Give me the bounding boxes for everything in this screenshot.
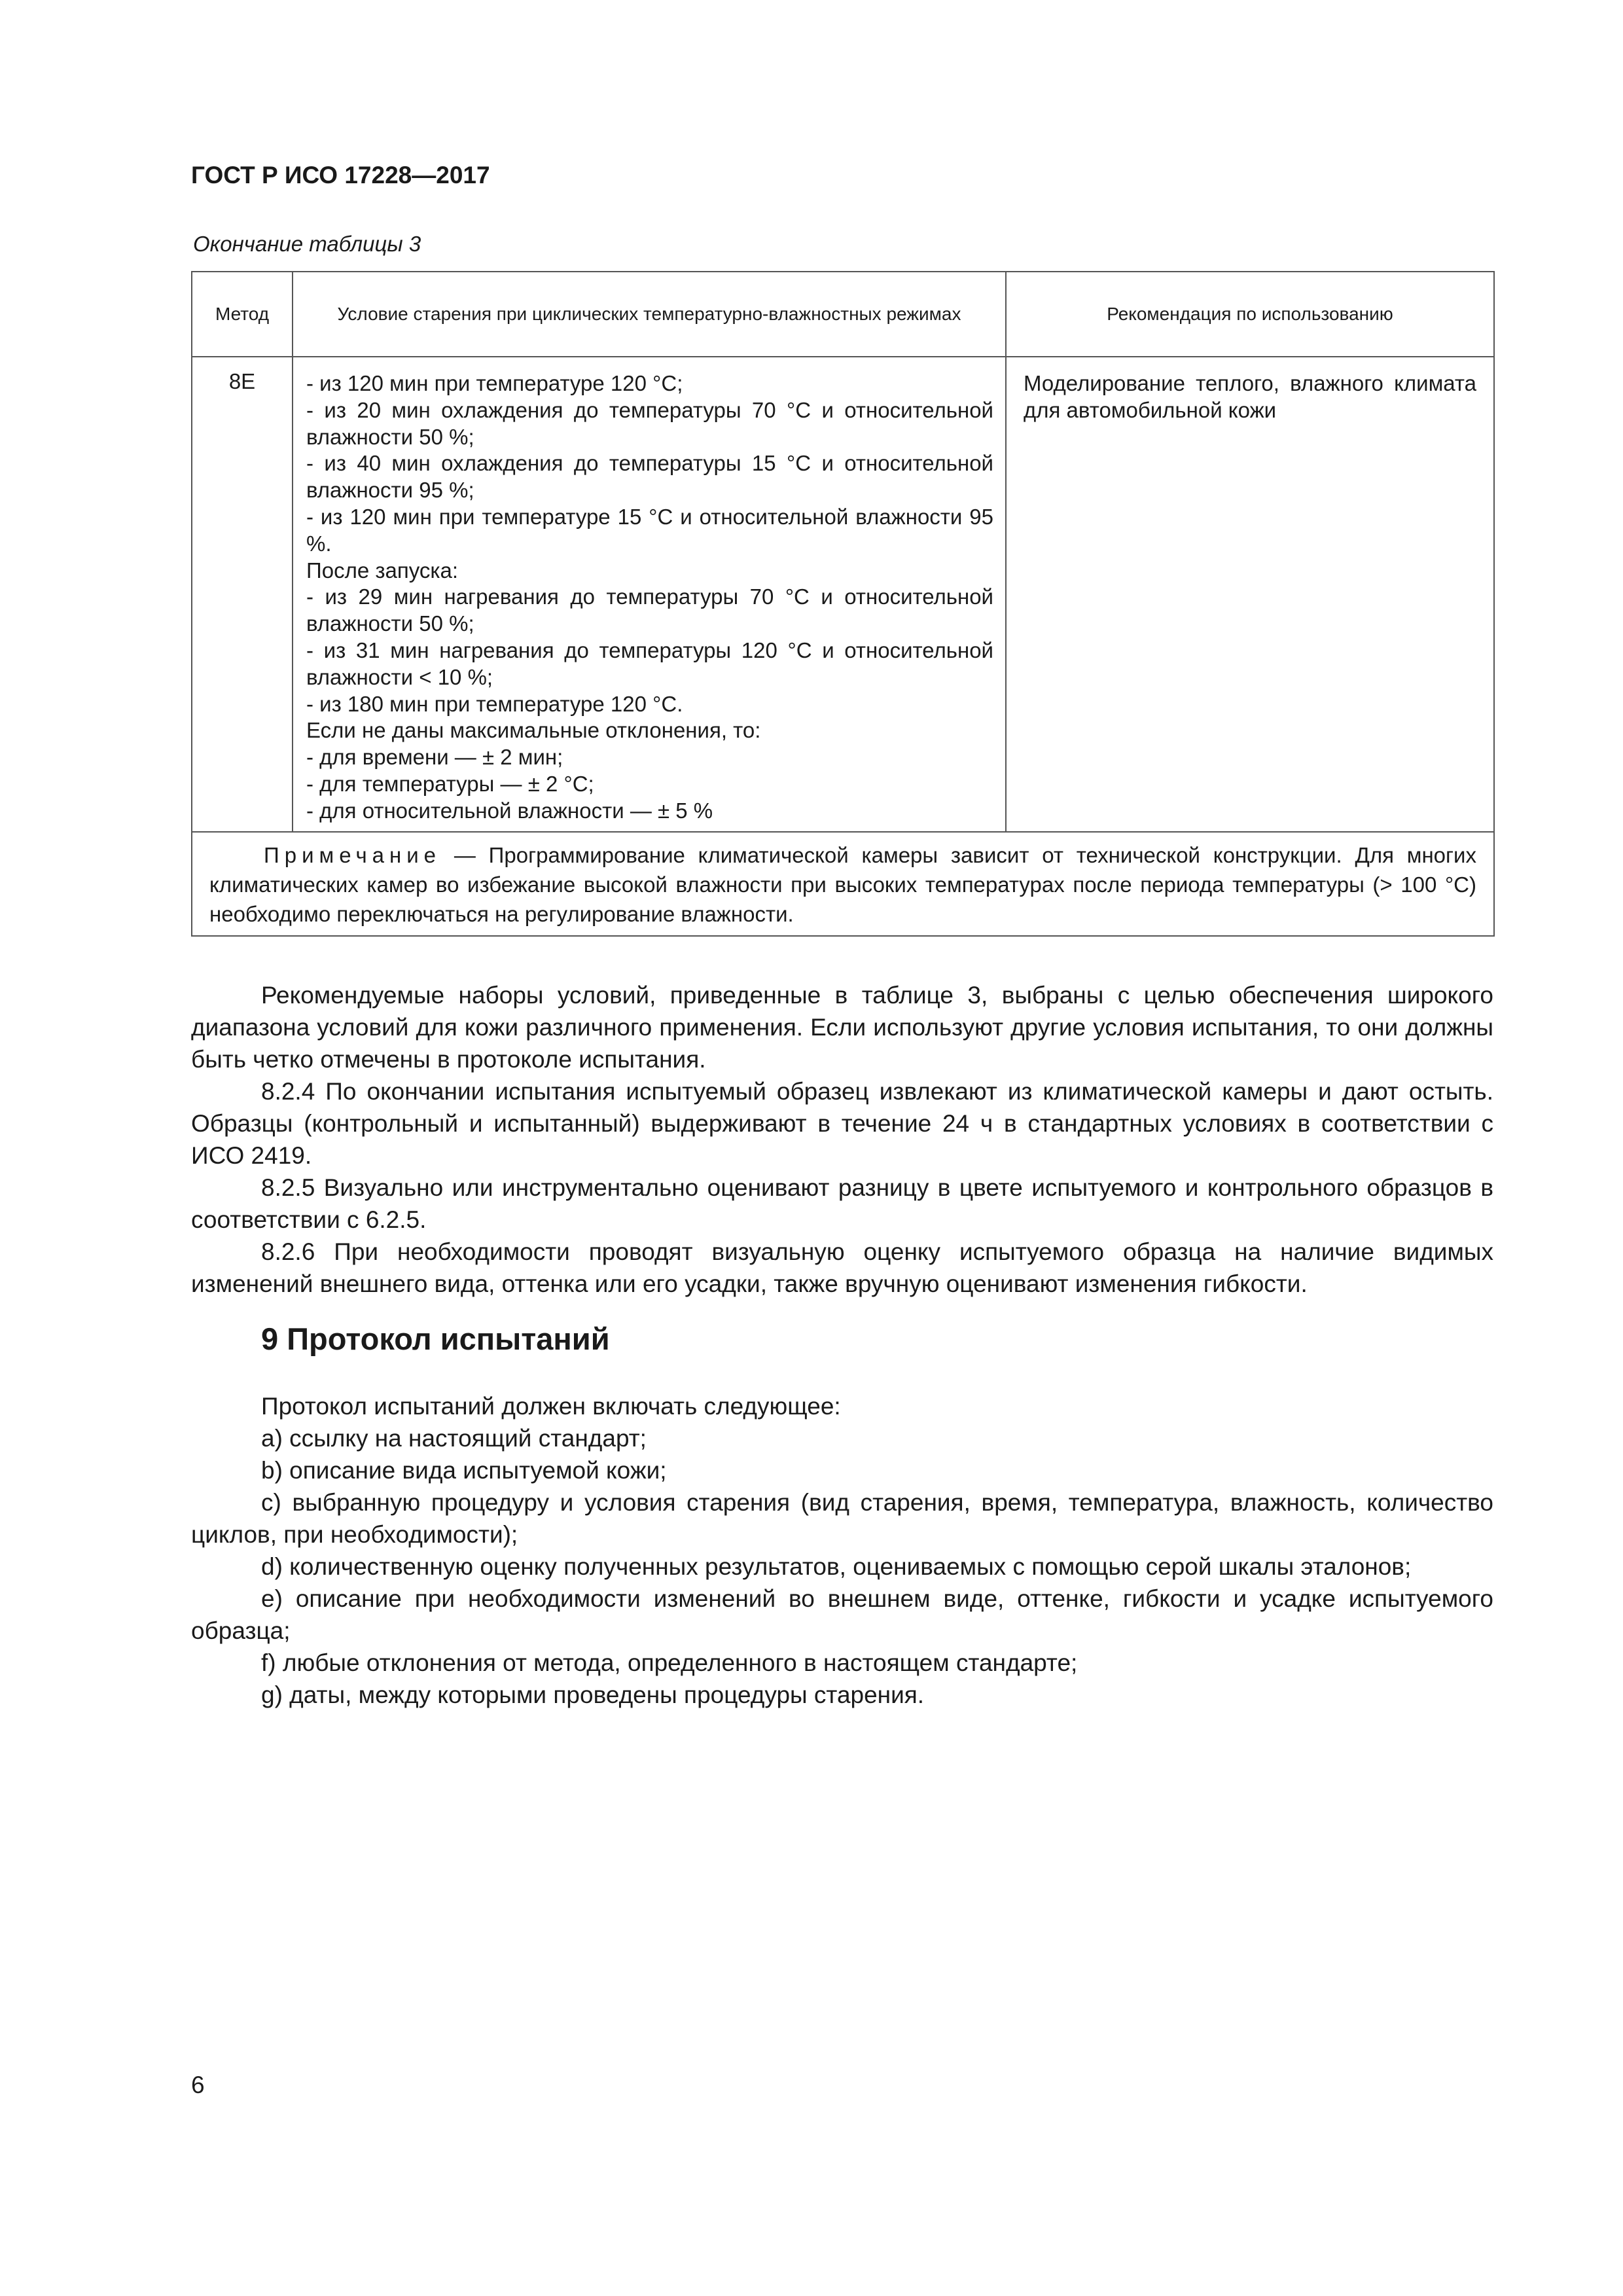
conditions-cell bbox=[293, 357, 1006, 832]
table-note-row bbox=[192, 832, 1494, 936]
list-item: b) описание вида испытуемой кожи; bbox=[261, 1457, 667, 1484]
list-item: a) ссылку на настоящий стандарт; bbox=[261, 1425, 647, 1452]
note-text: — Программирование климатической камеры зависит от технической конструкции. Для многих климатических камер во избежание высокой влажности при высоких температурах после периода температуры (> 100 °C) необходимо переключаться на регулирование влажности. bbox=[209, 842, 1476, 926]
table-caption: Окончание таблицы 3 bbox=[193, 232, 421, 256]
condition-line: - из 40 мин охлаждения до температуры 15 °C и относительной влажности 95 %; bbox=[306, 451, 993, 503]
condition-line: - из 120 мин при температуре 15 °C и относительной влажности 95 %. bbox=[306, 504, 993, 556]
document-header: ГОСТ Р ИСО 17228—2017 bbox=[191, 162, 490, 188]
body-paragraphs bbox=[191, 979, 1493, 1300]
condition-line: - для температуры — ± 2 °C; bbox=[306, 771, 594, 796]
condition-line: После запуска: bbox=[306, 558, 459, 583]
table-header-row bbox=[192, 272, 1494, 357]
list-item: d) количественную оценку полученных результатов, оцениваемых с помощью серой шкалы эталонов; bbox=[261, 1553, 1412, 1580]
list-item: f) любые отклонения от метода, определенного в настоящем стандарте; bbox=[261, 1649, 1078, 1676]
column-header-method: Метод bbox=[192, 272, 293, 357]
list-item: c) выбранную процедуру и условия старения (вид старения, время, температура, влажность, количество циклов, при необходимости); bbox=[191, 1489, 1493, 1548]
condition-line: - из 180 мин при температуре 120 °C. bbox=[306, 691, 683, 716]
page-number: 6 bbox=[191, 2072, 205, 2098]
condition-line: Если не даны максимальные отклонения, то: bbox=[306, 718, 761, 743]
table-row bbox=[192, 357, 1494, 832]
list-item: g) даты, между которыми проведены процедуры старения. bbox=[261, 1681, 925, 1708]
section-title: 9 Протокол испытаний bbox=[261, 1321, 610, 1356]
condition-line: - из 31 мин нагревания до температуры 120 °C и относительной влажности < 10 %; bbox=[306, 637, 993, 689]
condition-line: - из 20 мин охлаждения до температуры 70 °C и относительной влажности 50 %; bbox=[306, 397, 993, 449]
paragraph: Рекомендуемые наборы условий, приведенные в таблице 3, выбраны с целью обеспечения широкого диапазона условий для кожи различного применения. Если используют другие условия испытания, то они должны быть четко отмечены в протоколе испытания. bbox=[191, 982, 1493, 1073]
recommendation-cell: Моделирование теплого, влажного климата для автомобильной кожи bbox=[1006, 357, 1494, 832]
paragraph-8-2-4: 8.2.4 По окончании испытания испытуемый образец извлекают из климатической камеры и дают остыть. Образцы (контрольный и испытанный) выдерживают в течение 24 ч в стандартных условиях в соответствии с ИСО 2419. bbox=[191, 1078, 1493, 1169]
list-item: e) описание при необходимости изменений во внешнем виде, оттенке, гибкости и усадке испытуемого образца; bbox=[191, 1585, 1493, 1644]
conditions-table bbox=[191, 271, 1495, 937]
condition-line: - для относительной влажности — ± 5 % bbox=[306, 798, 713, 823]
column-header-conditions: Условие старения при циклических температурно-влажностных режимах bbox=[293, 272, 1006, 357]
note-label: Примечание bbox=[264, 842, 442, 867]
condition-line: - из 29 мин нагревания до температуры 70 °C и относительной влажности 50 %; bbox=[306, 584, 993, 636]
condition-line: - для времени — ± 2 мин; bbox=[306, 745, 563, 770]
paragraph-8-2-5: 8.2.5 Визуально или инструментально оценивают разницу в цвете испытуемого и контрольного образцов в соответствии с 6.2.5. bbox=[191, 1174, 1493, 1233]
method-cell: 8E bbox=[192, 357, 293, 832]
condition-line: - из 120 мин при температуре 120 °C; bbox=[306, 371, 683, 395]
section-intro: Протокол испытаний должен включать следующее: bbox=[261, 1393, 841, 1420]
paragraph-8-2-6: 8.2.6 При необходимости проводят визуальную оценку испытуемого образца на наличие видимых изменений внешнего вида, оттенка или его усадки, также вручную оценивают изменения гибкости. bbox=[191, 1238, 1493, 1297]
table-note bbox=[192, 832, 1494, 936]
column-header-recommendation: Рекомендация по использованию bbox=[1006, 272, 1494, 357]
section-9-list bbox=[191, 1390, 1493, 1711]
